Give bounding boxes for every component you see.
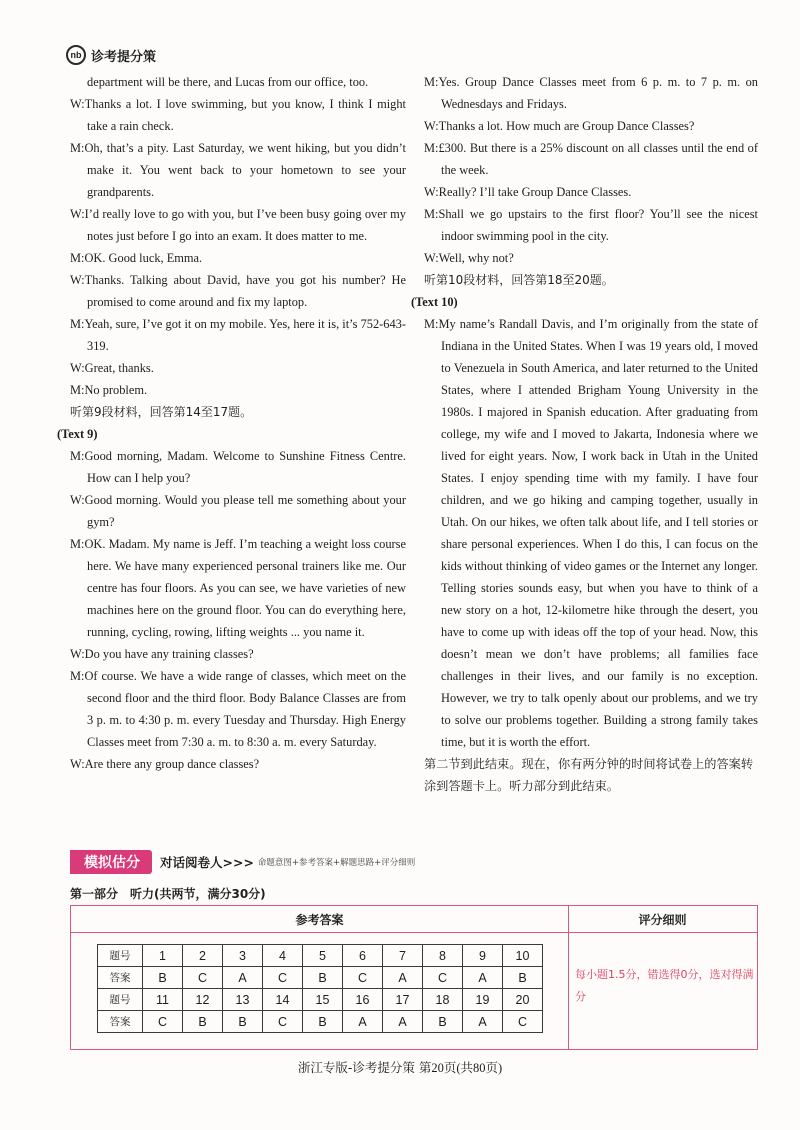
text-label: (Text 9): [57, 427, 98, 441]
answer-cell: B: [423, 1011, 463, 1033]
question-number-cell: 3: [223, 945, 263, 967]
answer-cell: C: [183, 967, 223, 989]
question-number-cell: 14: [263, 989, 303, 1011]
box-column-divider: [568, 906, 569, 1049]
answer-cell: A: [463, 1011, 503, 1033]
dialogue-paragraph: M:My name’s Randall Davis, and I’m originally from the state of Indiana in the United States. When I was 19 years old, I moved to Venezuela in South America, and later returned to the United States, where I attended Brigham Young University in the 1980s. I majored in Spanish education. After graduating from college, my wife and I moved to Jakarta, Indonesia where we lived for eight years. Now, I work back in Utah in the United States. I enjoy spending time with my family. I have four children, and we go hiking and camping together, usually in Utah. On our hikes, we often talk about life, and I tell stories or share personal experiences. When I do this, I can focus on the kids without thinking of video games or the Internet any longer. Telling stories sounds easy, but when you have to think of a new story on a hot, 12-kilometre hike through the desert, you have to come up with ideas off the top of your head. Now, this doesn’t mean we don’t have problems; all families face challenges in their lives, and our family is no exception. However, we try to talk openly about our problems, and we try to solve our problems together. Building a strong family takes time, but it is worth the effort.: [424, 317, 758, 749]
dialogue-paragraph: M:Yes. Group Dance Classes meet from 6 p. m. to 7 p. m. on Wednesdays and Fridays.: [424, 75, 758, 111]
question-number-cell: 11: [143, 989, 183, 1011]
answer-cell: A: [383, 967, 423, 989]
answer-cell: B: [503, 967, 543, 989]
dialogue-paragraph: W:I’d really love to go with you, but I’ve been busy going over my notes just before I go into an exam. It does matter to me.: [70, 207, 406, 243]
dialogue-paragraph: W:Well, why not?: [424, 251, 514, 265]
question-number-cell: 1: [143, 945, 183, 967]
dialogue-paragraph: M:No problem.: [70, 383, 148, 397]
dialogue-paragraph: department will be there, and Lucas from our office, too.: [87, 75, 369, 89]
dialogue-paragraph: W:Really? I’ll take Group Dance Classes.: [424, 185, 632, 199]
page-header: [66, 44, 156, 66]
question-number-cell: 4: [263, 945, 303, 967]
dialogue-paragraph: M:Shall we go upstairs to the first floor? You’ll see the nicest indoor swimming pool in the city.: [424, 207, 758, 243]
dialogue-paragraph: W:Do you have any training classes?: [70, 647, 254, 661]
part-title: 第一部分 听力(共两节，满分30分): [70, 887, 266, 901]
question-number-cell: 2: [183, 945, 223, 967]
dialogue-paragraph: M:Oh, that’s a pity. Last Saturday, we went hiking, but you didn’t make it. You went back to your hometown to see your grandparents.: [70, 141, 406, 199]
text-label: (Text 10): [411, 295, 458, 309]
answer-cell: C: [263, 1011, 303, 1033]
section-banner: [70, 850, 470, 874]
scoring-rule-text: 每小题1.5分，错选得0分，选对得满分: [575, 968, 754, 1003]
answer-cell: B: [303, 967, 343, 989]
row-label: 题号: [98, 945, 143, 967]
answer-cell: A: [383, 1011, 423, 1033]
dialogue-paragraph: M:£300. But there is a 25% discount on all classes until the end of the week.: [424, 141, 758, 177]
answer-cell: A: [223, 967, 263, 989]
answer-row: [98, 967, 543, 989]
dialogue-paragraph: M:OK. Madam. My name is Jeff. I’m teaching a weight loss course here. We have many experienced personal trainers like me. Our centre has four floors. As you can see, we have varieties of new machines here on the ground floor. You can do everything here, running, cycling, rowing, lifting weights ... you name it.: [70, 537, 406, 639]
dialogue-paragraph: W:Thanks a lot. How much are Group Dance Classes?: [424, 119, 695, 133]
question-number-cell: 18: [423, 989, 463, 1011]
question-number-cell: 15: [303, 989, 343, 1011]
answer-row: [98, 1011, 543, 1033]
answer-cell: C: [423, 967, 463, 989]
banner-badge: 模拟估分: [70, 850, 152, 874]
dialogue-paragraph: W:Thanks. Talking about David, have you got his number? He promised to come around and fix my laptop.: [70, 273, 406, 309]
row-label: 题号: [98, 989, 143, 1011]
banner-subtitle: 命题意图+参考答案+解题思路+评分细则: [257, 858, 416, 868]
question-number-cell: 10: [503, 945, 543, 967]
page-footer: [0, 1058, 800, 1076]
question-number-cell: 5: [303, 945, 343, 967]
question-number-cell: 16: [343, 989, 383, 1011]
section-end-note: 第二节到此结束。现在，你有两分钟的时间将试卷上的答案转涂到答题卡上。听力部分到此结束。: [424, 757, 754, 793]
question-number-cell: 17: [383, 989, 423, 1011]
footer-page: 第20页(共80页): [418, 1061, 503, 1075]
dialogue-paragraph: W:Thanks a lot. I love swimming, but you know, I think I might take a rain check.: [70, 97, 406, 133]
answer-cell: B: [223, 1011, 263, 1033]
section-instruction: 听第10段材料，回答第18至20题。: [424, 273, 614, 287]
row-label: 答案: [98, 967, 143, 989]
scoring-title: 评分细则: [638, 913, 687, 927]
answer-cell: B: [303, 1011, 343, 1033]
question-number-cell: 20: [503, 989, 543, 1011]
answer-cell: C: [263, 967, 303, 989]
answer-cell: C: [143, 1011, 183, 1033]
header-title: 诊考提分策: [91, 49, 157, 65]
answer-cell: C: [503, 1011, 543, 1033]
answer-cell: B: [143, 967, 183, 989]
answer-cell: C: [343, 967, 383, 989]
left-text-column: [57, 71, 406, 775]
question-number-cell: 8: [423, 945, 463, 967]
footer-edition: 浙江专版-诊考提分策: [297, 1060, 415, 1075]
question-row: [98, 945, 543, 967]
dialogue-paragraph: W:Good morning. Would you please tell me something about your gym?: [70, 493, 406, 529]
answer-table: [97, 944, 543, 1033]
question-number-cell: 6: [343, 945, 383, 967]
question-number-cell: 9: [463, 945, 503, 967]
question-number-cell: 13: [223, 989, 263, 1011]
question-number-cell: 12: [183, 989, 223, 1011]
answer-box: [70, 905, 758, 1050]
dialogue-paragraph: M:OK. Good luck, Emma.: [70, 251, 203, 265]
right-text-column: [411, 71, 758, 797]
dialogue-paragraph: M:Good morning, Madam. Welcome to Sunshine Fitness Centre. How can I help you?: [70, 449, 406, 485]
brand-logo-icon: nb: [66, 45, 86, 65]
answer-cell: B: [183, 1011, 223, 1033]
dialogue-paragraph: W:Are there any group dance classes?: [70, 757, 260, 771]
section-instruction: 听第9段材料，回答第14至17题。: [70, 405, 253, 419]
dialogue-paragraph: M:Of course. We have a wide range of classes, which meet on the second floor and the third floor. Body Balance Classes are from 3 p. m. to 4:30 p. m. every Tuesday and Thursday. High Energy Classes meet from 7:30 a. m. to 8:30 a. m. every Saturday.: [70, 669, 406, 749]
dialogue-paragraph: M:Yeah, sure, I’ve got it on my mobile. Yes, here it is, it’s 752-643-319.: [70, 317, 406, 353]
question-number-cell: 7: [383, 945, 423, 967]
banner-text: 对话阅卷人>>>: [160, 855, 254, 870]
dialogue-paragraph: W:Great, thanks.: [70, 361, 154, 375]
answer-cell: A: [343, 1011, 383, 1033]
question-row: [98, 989, 543, 1011]
box-header-divider: [71, 932, 757, 933]
question-number-cell: 19: [463, 989, 503, 1011]
answer-cell: A: [463, 967, 503, 989]
row-label: 答案: [98, 1011, 143, 1033]
answer-key-title: 参考答案: [295, 913, 344, 927]
